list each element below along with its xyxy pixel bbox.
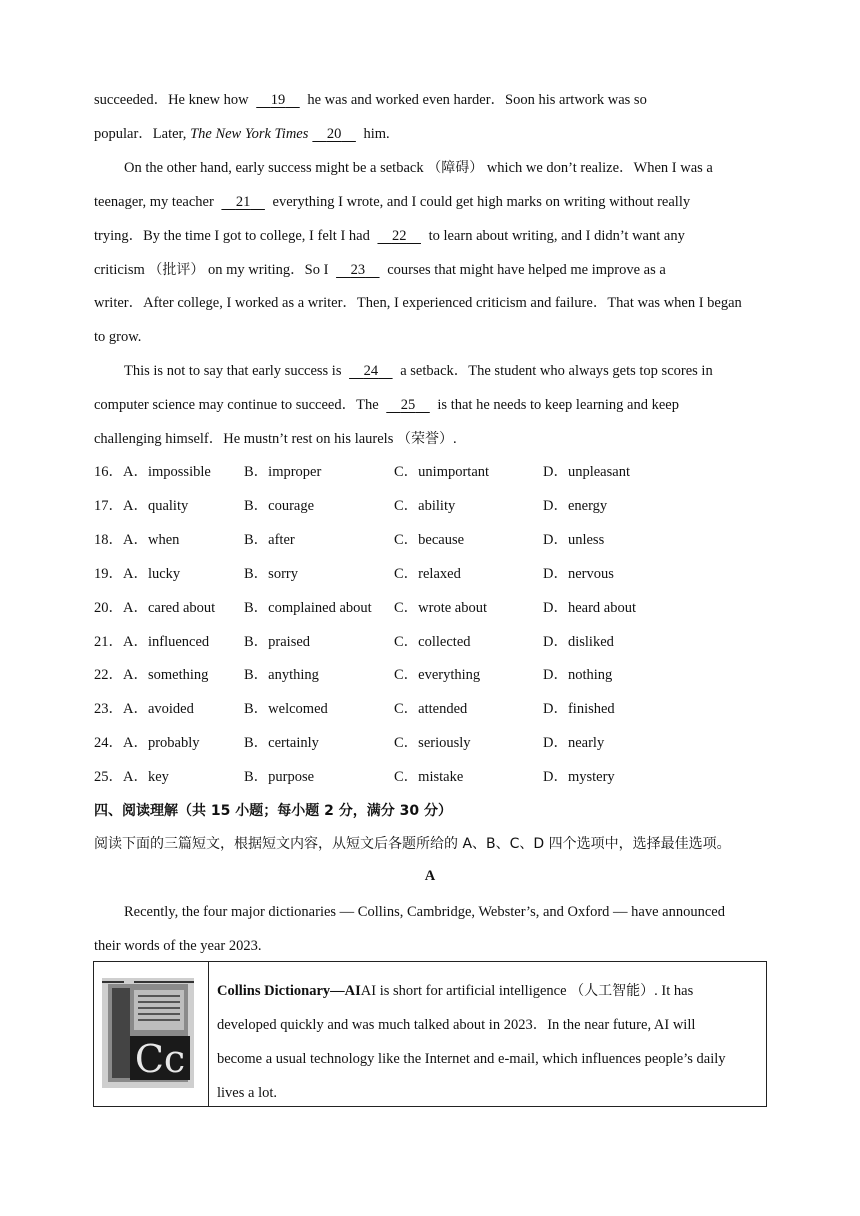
- blank-23: 23: [350, 262, 366, 278]
- question-16-options: [94, 462, 794, 482]
- passage-text: challenging himself．He mustn’t rest on his laurels: [94, 431, 394, 447]
- intro-line: their words of the year 2023.: [94, 938, 262, 954]
- passage-text: which we don’t realize．When I was a: [486, 160, 713, 176]
- question-17-options: [94, 496, 794, 516]
- option-b: B．purpose: [244, 769, 315, 785]
- option-a: 25．A．key: [94, 769, 169, 785]
- section-instruction: 阅读下面的三篇短文，根据短文内容，从短文后各题所给的 A、B、C、D 四个选项中，选择最佳选项。: [94, 836, 731, 852]
- passage-text: courses that might have helped me improve as a: [387, 262, 666, 278]
- passage-text: is that he needs to keep learning and keep: [437, 397, 679, 413]
- option-b: B．praised: [244, 634, 311, 650]
- entry-line-2: developed quickly and was much talked about in 2023．In the near future, AI will: [217, 1017, 696, 1033]
- option-c: C．relaxed: [394, 566, 461, 582]
- option-a: 21．A．influenced: [94, 634, 210, 650]
- option-a: 24．A．probably: [94, 735, 200, 751]
- passage-line: [94, 395, 679, 415]
- option-a: 18．A．when: [94, 532, 180, 548]
- passage-text: on my writing．So I: [208, 262, 329, 278]
- question-22-options: [94, 665, 794, 685]
- passage-line: [124, 361, 713, 381]
- cc-letters: Cc: [134, 1037, 186, 1081]
- option-a: 22．A．something: [94, 667, 209, 683]
- dictionary-entry: [209, 962, 766, 1106]
- passage-text: computer science may continue to succeed．The: [94, 397, 379, 413]
- question-24-options: [94, 733, 794, 753]
- entry-line-3: become a usual technology like the Internet and e-mail, which influences people’s daily: [217, 1051, 726, 1067]
- option-d: D．nervous: [543, 566, 614, 582]
- option-a: 16．A．impossible: [94, 464, 211, 480]
- passage-text: teenager, my teacher: [94, 194, 214, 210]
- passage-label: A: [424, 868, 436, 884]
- option-b: B．complained about: [244, 600, 372, 616]
- option-b: B．after: [244, 532, 295, 548]
- passage-line: [94, 226, 685, 246]
- passage-line: [124, 158, 713, 178]
- option-b: B．sorry: [244, 566, 298, 582]
- collins-dictionary-image: [94, 962, 209, 1106]
- option-c: C．mistake: [394, 769, 464, 785]
- option-b: B．improper: [244, 464, 322, 480]
- passage-text: a setback．The student who always gets top scores in: [400, 363, 713, 379]
- option-a: 20．A．cared about: [94, 600, 216, 616]
- passage-text: him.: [363, 126, 390, 142]
- option-d: D．nothing: [543, 667, 613, 683]
- entry-line-4: lives a lot.: [217, 1085, 278, 1101]
- option-c: C．collected: [394, 634, 471, 650]
- passage-text: everything I wrote, and I could get high marks on writing without really: [272, 194, 691, 210]
- blank-24: 24: [363, 363, 379, 379]
- option-b: B．welcomed: [244, 701, 328, 717]
- blank-21: 21: [235, 194, 251, 210]
- option-d: D．unpleasant: [543, 464, 630, 480]
- option-d: D．heard about: [543, 600, 637, 616]
- newspaper-title: The New York Times: [190, 126, 309, 142]
- book-spine-icon: [94, 962, 206, 1106]
- entry-text: AI is short for artificial intelligence: [360, 983, 567, 999]
- passage-line: to grow.: [94, 329, 142, 345]
- passage-line: [94, 192, 690, 212]
- blank-25: 25: [400, 397, 416, 413]
- passage-text: On the other hand, early success might be a setback: [124, 160, 424, 176]
- passage-text: This is not to say that early success is: [124, 363, 342, 379]
- option-c: C．seriously: [394, 735, 471, 751]
- chinese-gloss: （障碍）: [427, 160, 484, 176]
- option-d: D．unless: [543, 532, 605, 548]
- passage-line: [94, 429, 457, 449]
- passage-line: [94, 90, 647, 110]
- question-23-options: [94, 699, 794, 719]
- blank-20: 20: [326, 126, 342, 142]
- question-20-options: [94, 598, 794, 618]
- passage-line: [94, 124, 390, 144]
- option-c: C．attended: [394, 701, 468, 717]
- question-25-options: [94, 767, 794, 787]
- option-c: C．ability: [394, 498, 456, 514]
- option-a: 23．A．avoided: [94, 701, 194, 717]
- option-d: D．finished: [543, 701, 615, 717]
- intro-line: Recently, the four major dictionaries — Collins, Cambridge, Webster’s, and Oxford — have announced: [124, 904, 725, 920]
- passage-text: he was and worked even harder．Soon his artwork was so: [307, 92, 647, 108]
- section-title: 四、阅读理解（共 15 小题；每小题 2 分，满分 30 分）: [94, 803, 452, 819]
- option-b: B．certainly: [244, 735, 319, 751]
- passage-text: .: [452, 431, 457, 447]
- option-a: 19．A．lucky: [94, 566, 181, 582]
- passage-text: popular．Later,: [94, 126, 187, 142]
- question-19-options: [94, 564, 794, 584]
- question-21-options: [94, 632, 794, 652]
- option-a: 17．A．quality: [94, 498, 189, 514]
- option-b: B．anything: [244, 667, 319, 683]
- entry-line-1: [217, 974, 758, 1008]
- chinese-gloss: （批评）: [148, 262, 205, 278]
- entry-heading: Collins Dictionary—AI: [217, 983, 361, 999]
- entry-text: . It has: [654, 983, 694, 999]
- passage-line: writer．After college, I worked as a writer．Then, I experienced criticism and failure．That was when I began: [94, 295, 742, 311]
- option-d: D．energy: [543, 498, 608, 514]
- chinese-gloss: （人工智能）: [570, 983, 655, 999]
- option-c: C．wrote about: [394, 600, 488, 616]
- dictionary-table: [93, 961, 767, 1107]
- option-d: D．disliked: [543, 634, 614, 650]
- passage-text: criticism: [94, 262, 145, 278]
- blank-19: 19: [270, 92, 286, 108]
- option-d: D．mystery: [543, 769, 615, 785]
- option-c: C．because: [394, 532, 465, 548]
- chinese-gloss: （荣誉）: [396, 431, 453, 447]
- passage-text: to learn about writing, and I didn’t want any: [428, 228, 685, 244]
- question-18-options: [94, 530, 794, 550]
- passage-text: trying．By the time I got to college, I felt I had: [94, 228, 370, 244]
- passage-text: succeeded．He knew how: [94, 92, 249, 108]
- option-c: C．everything: [394, 667, 481, 683]
- passage-line: [94, 260, 666, 280]
- option-c: C．unimportant: [394, 464, 490, 480]
- blank-22: 22: [391, 228, 407, 244]
- option-d: D．nearly: [543, 735, 605, 751]
- option-b: B．courage: [244, 498, 315, 514]
